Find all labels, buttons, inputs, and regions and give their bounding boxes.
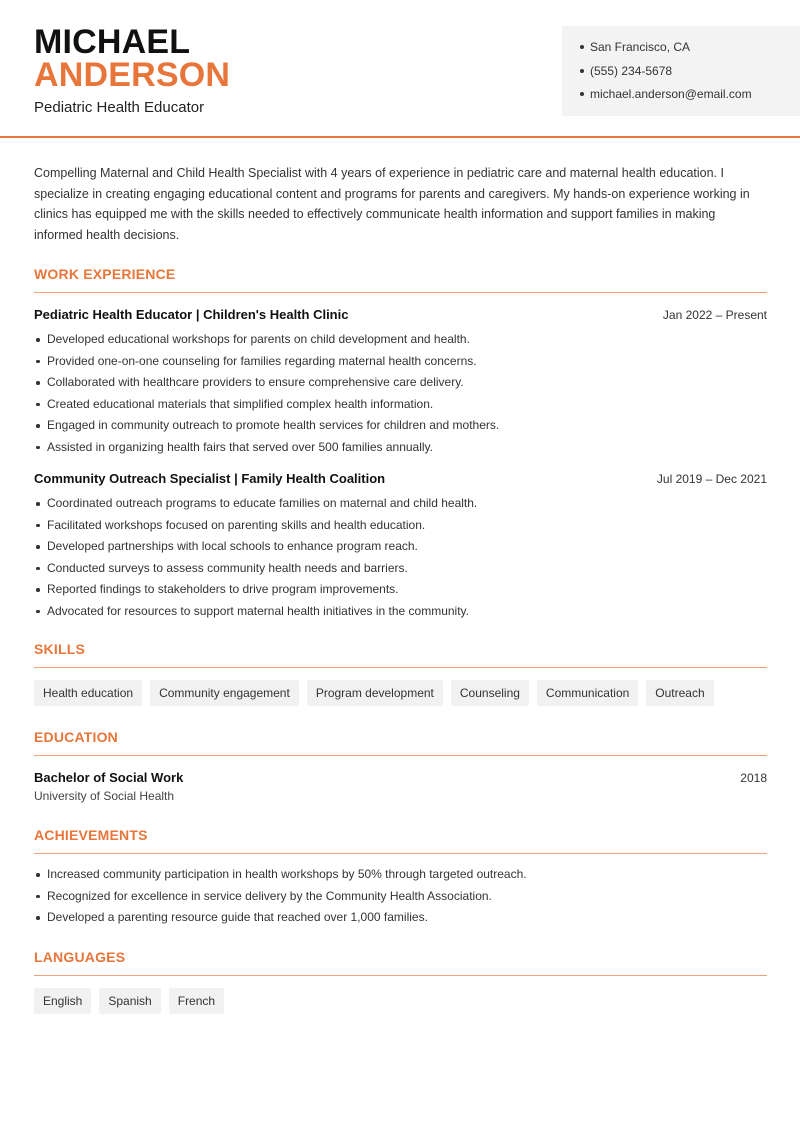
skill-chip: Counseling (451, 680, 529, 706)
list-item: Recognized for excellence in service delivery by the Community Health Association. (34, 888, 767, 910)
list-item: Created educational materials that simplified complex health information. (34, 396, 767, 418)
school-name: University of Social Health (34, 789, 175, 803)
section-title-languages: LANGUAGES (34, 949, 767, 976)
resume-header (0, 0, 800, 138)
list-item: Collaborated with healthcare providers to ensure comprehensive care delivery. (34, 374, 767, 396)
job-entry (34, 471, 767, 624)
list-item: Increased community participation in health workshops by 50% through targeted outreach. (34, 866, 767, 888)
languages-section (34, 949, 767, 1014)
language-chip: English (34, 988, 91, 1014)
first-name: MICHAEL (34, 23, 191, 61)
list-item: Advocated for resources to support maternal health initiatives in the community. (34, 603, 767, 625)
skill-chip: Program development (307, 680, 443, 706)
contact-phone: (555) 234-5678 (580, 62, 800, 86)
skills-section (34, 641, 767, 706)
list-item: Conducted surveys to assess community health needs and barriers. (34, 560, 767, 582)
work-section (34, 266, 767, 624)
education-section (34, 729, 767, 803)
graduation-year: 2018 (740, 771, 767, 785)
list-item: Developed partnerships with local schools to enhance program reach. (34, 538, 767, 560)
list-item: Reported findings to stakeholders to drive program improvements. (34, 581, 767, 603)
language-chip: French (169, 988, 224, 1014)
list-item: Developed a parenting resource guide that reached over 1,000 families. (34, 909, 767, 931)
contact-email[interactable]: michael.anderson@email.com (580, 85, 800, 109)
last-name: ANDERSON (34, 56, 231, 94)
list-item: Facilitated workshops focused on parenting skills and health education. (34, 517, 767, 539)
summary: Compelling Maternal and Child Health Specialist with 4 years of experience in pediatric care and maternal health education. I specialize in creating engaging educational content and programs for parents and caregivers. My hands-on experience working in clinics has equipped me with the skills needed to effectively communicate health information and support families in making informed health decisions. (34, 166, 750, 242)
job-entry (34, 307, 767, 460)
contact-location: San Francisco, CA (580, 38, 800, 62)
language-chip: Spanish (99, 988, 160, 1014)
section-title-work: WORK EXPERIENCE (34, 266, 767, 293)
list-item: Coordinated outreach programs to educate families on maternal and child health. (34, 495, 767, 517)
skill-chip: Health education (34, 680, 142, 706)
skill-chip: Outreach (646, 680, 713, 706)
resume-body (34, 163, 767, 1014)
list-item: Provided one-on-one counseling for families regarding maternal health concerns. (34, 353, 767, 375)
section-title-achievements: ACHIEVEMENTS (34, 827, 767, 854)
achievements-section (34, 827, 767, 931)
job-dates: Jul 2019 – Dec 2021 (656, 472, 767, 486)
list-item: Assisted in organizing health fairs that served over 500 families annually. (34, 439, 767, 461)
skill-chip: Communication (537, 680, 638, 706)
degree: Bachelor of Social Work (34, 770, 184, 785)
section-title-skills: SKILLS (34, 641, 767, 668)
section-title-education: EDUCATION (34, 729, 767, 756)
list-item: Developed educational workshops for parents on child development and health. (34, 331, 767, 353)
contact-box (562, 26, 800, 116)
skill-chip: Community engagement (150, 680, 299, 706)
list-item: Engaged in community outreach to promote health services for children and mothers. (34, 417, 767, 439)
job-title: Pediatric Health Educator (34, 99, 205, 116)
job-heading: Pediatric Health Educator | Children's Health Clinic (34, 307, 349, 322)
job-dates: Jan 2022 – Present (662, 308, 767, 322)
job-heading: Community Outreach Specialist | Family Health Coalition (34, 471, 386, 486)
